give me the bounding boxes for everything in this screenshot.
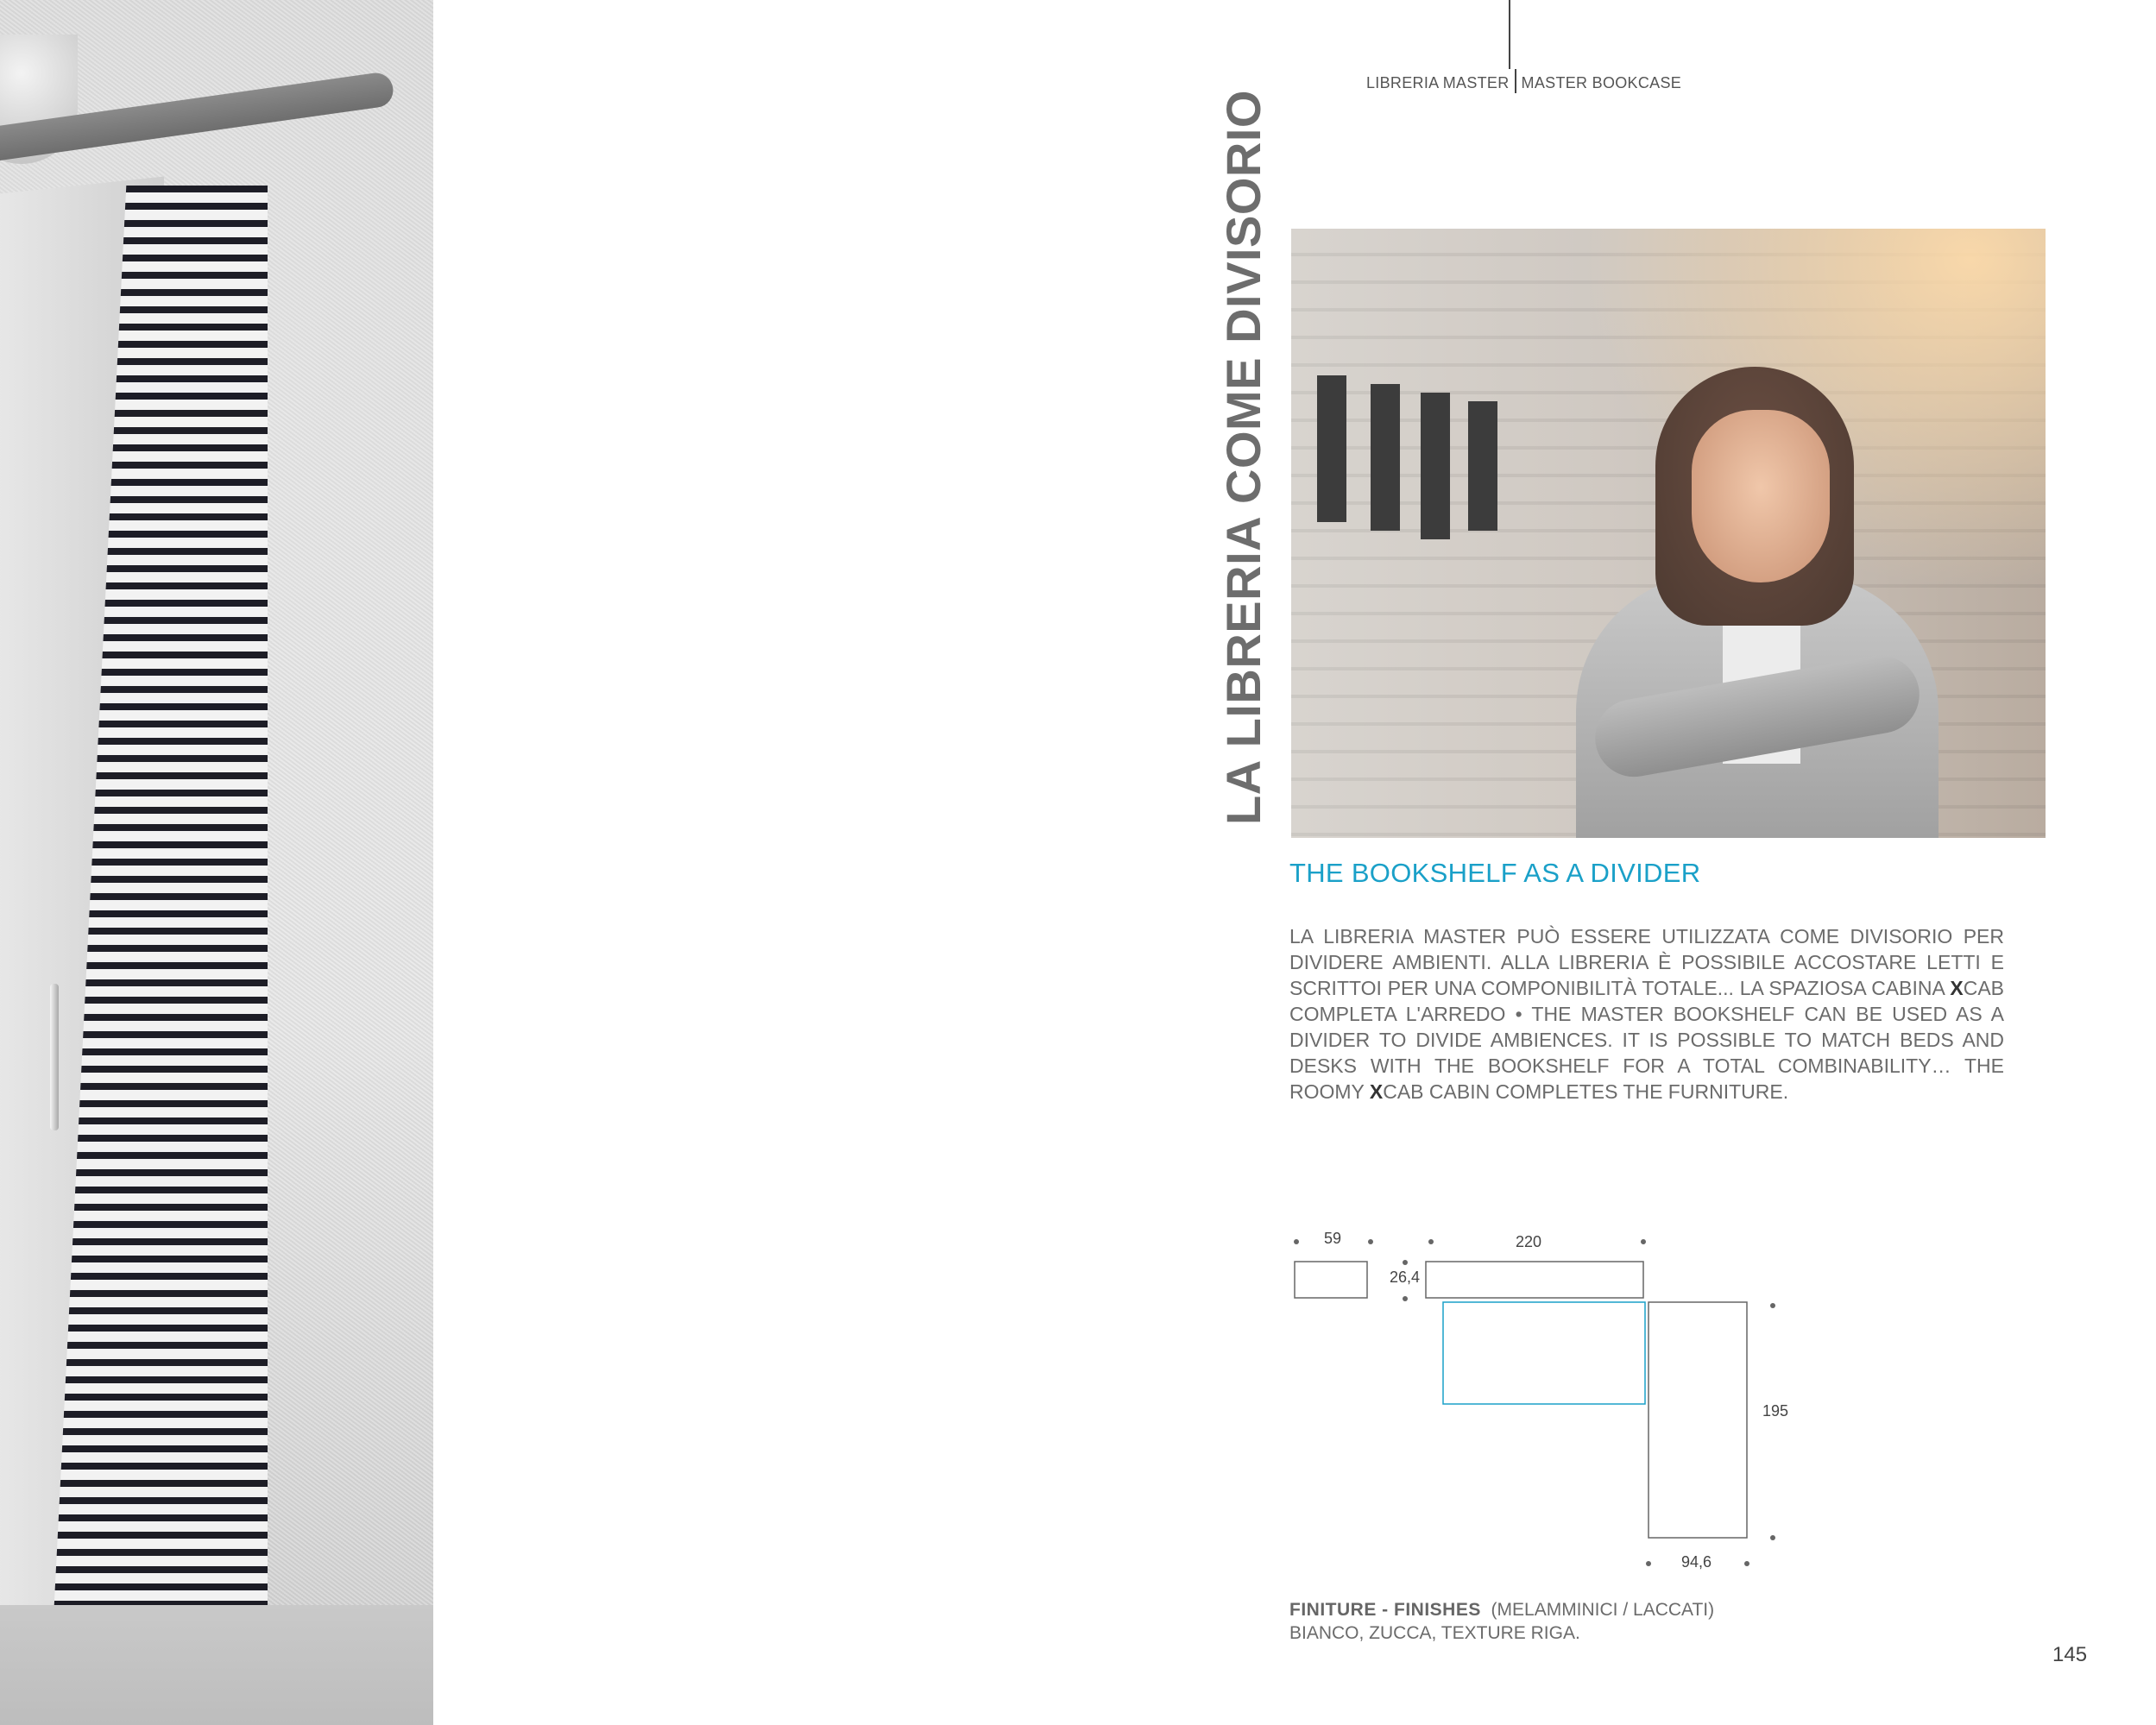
cabin-module: [1649, 1302, 1747, 1538]
header-separator: [1515, 69, 1516, 93]
dim-bottom-width: 94,6: [1681, 1553, 1712, 1571]
bed-area: [1443, 1302, 1645, 1404]
boy-photo: [1291, 229, 2046, 838]
interior-door-photo: [0, 0, 433, 1725]
door-handle: [50, 984, 59, 1130]
building-window: [1371, 384, 1400, 531]
finishes-label: FINITURE - FINISHES: [1289, 1600, 1481, 1620]
small-module: [1295, 1262, 1367, 1298]
floor: [0, 1605, 433, 1725]
finishes-block: [1289, 1598, 1894, 1645]
building-window: [1317, 375, 1346, 522]
finishes-note: (MELAMMINICI / LACCATI): [1491, 1600, 1715, 1620]
header-right: MASTER BOOKCASE: [1521, 74, 1682, 91]
description-text: [1289, 923, 2004, 1105]
description-part-2: CAB COMPLETA L'ARREDO • THE MASTER BOOKSHELF CAN BE USED AS A DIVIDER TO DIVIDE AMBIENCES. IT IS POSSIBLE TO MATCH BEDS AND DESKS WITH THE BOOKSHELF FOR A TOTAL COMBINABILITY… THE ROOMY: [1289, 977, 2004, 1103]
dim-small-width: 59: [1324, 1230, 1342, 1247]
dim-height: 195: [1762, 1402, 1789, 1420]
boy-face: [1692, 410, 1830, 582]
dim-depth: 26,4: [1390, 1269, 1421, 1286]
brand-x: X: [1369, 1080, 1384, 1103]
running-header: [1366, 69, 1729, 90]
header-divider-line: [1509, 0, 1510, 69]
dimension-dots: [1294, 1239, 1775, 1566]
description-part-3: CAB CABIN COMPLETES THE FURNITURE.: [1383, 1080, 1789, 1103]
section-subtitle: THE BOOKSHELF AS A DIVIDER: [1289, 858, 1701, 888]
description-part-1: LA LIBRERIA MASTER PUÒ ESSERE UTILIZZATA COME DIVISORIO PER DIVIDERE AMBIENTI. ALLA LIBRERIA È POSSIBILE ACCOSTARE LETTI E SCRITTOI PER UNA COMPONIBILITÀ TOTALE... LA SPAZIOSA CABINA: [1289, 925, 2004, 999]
building-window: [1468, 401, 1497, 531]
plan-diagram: [1286, 1221, 1821, 1583]
finishes-list: BIANCO, ZUCCA, TEXTURE RIGA.: [1289, 1623, 1580, 1643]
dim-long-width: 220: [1516, 1233, 1542, 1250]
building-window: [1421, 393, 1450, 539]
page-title: LA LIBRERIA COME DIVISORIO: [1216, 90, 1270, 825]
header-left: LIBRERIA MASTER: [1366, 74, 1510, 91]
page-number: 145: [2052, 1643, 2088, 1666]
brand-x: X: [1950, 977, 1964, 999]
plan-diagram-svg: [1286, 1221, 1821, 1583]
long-shelf-module: [1426, 1262, 1643, 1298]
